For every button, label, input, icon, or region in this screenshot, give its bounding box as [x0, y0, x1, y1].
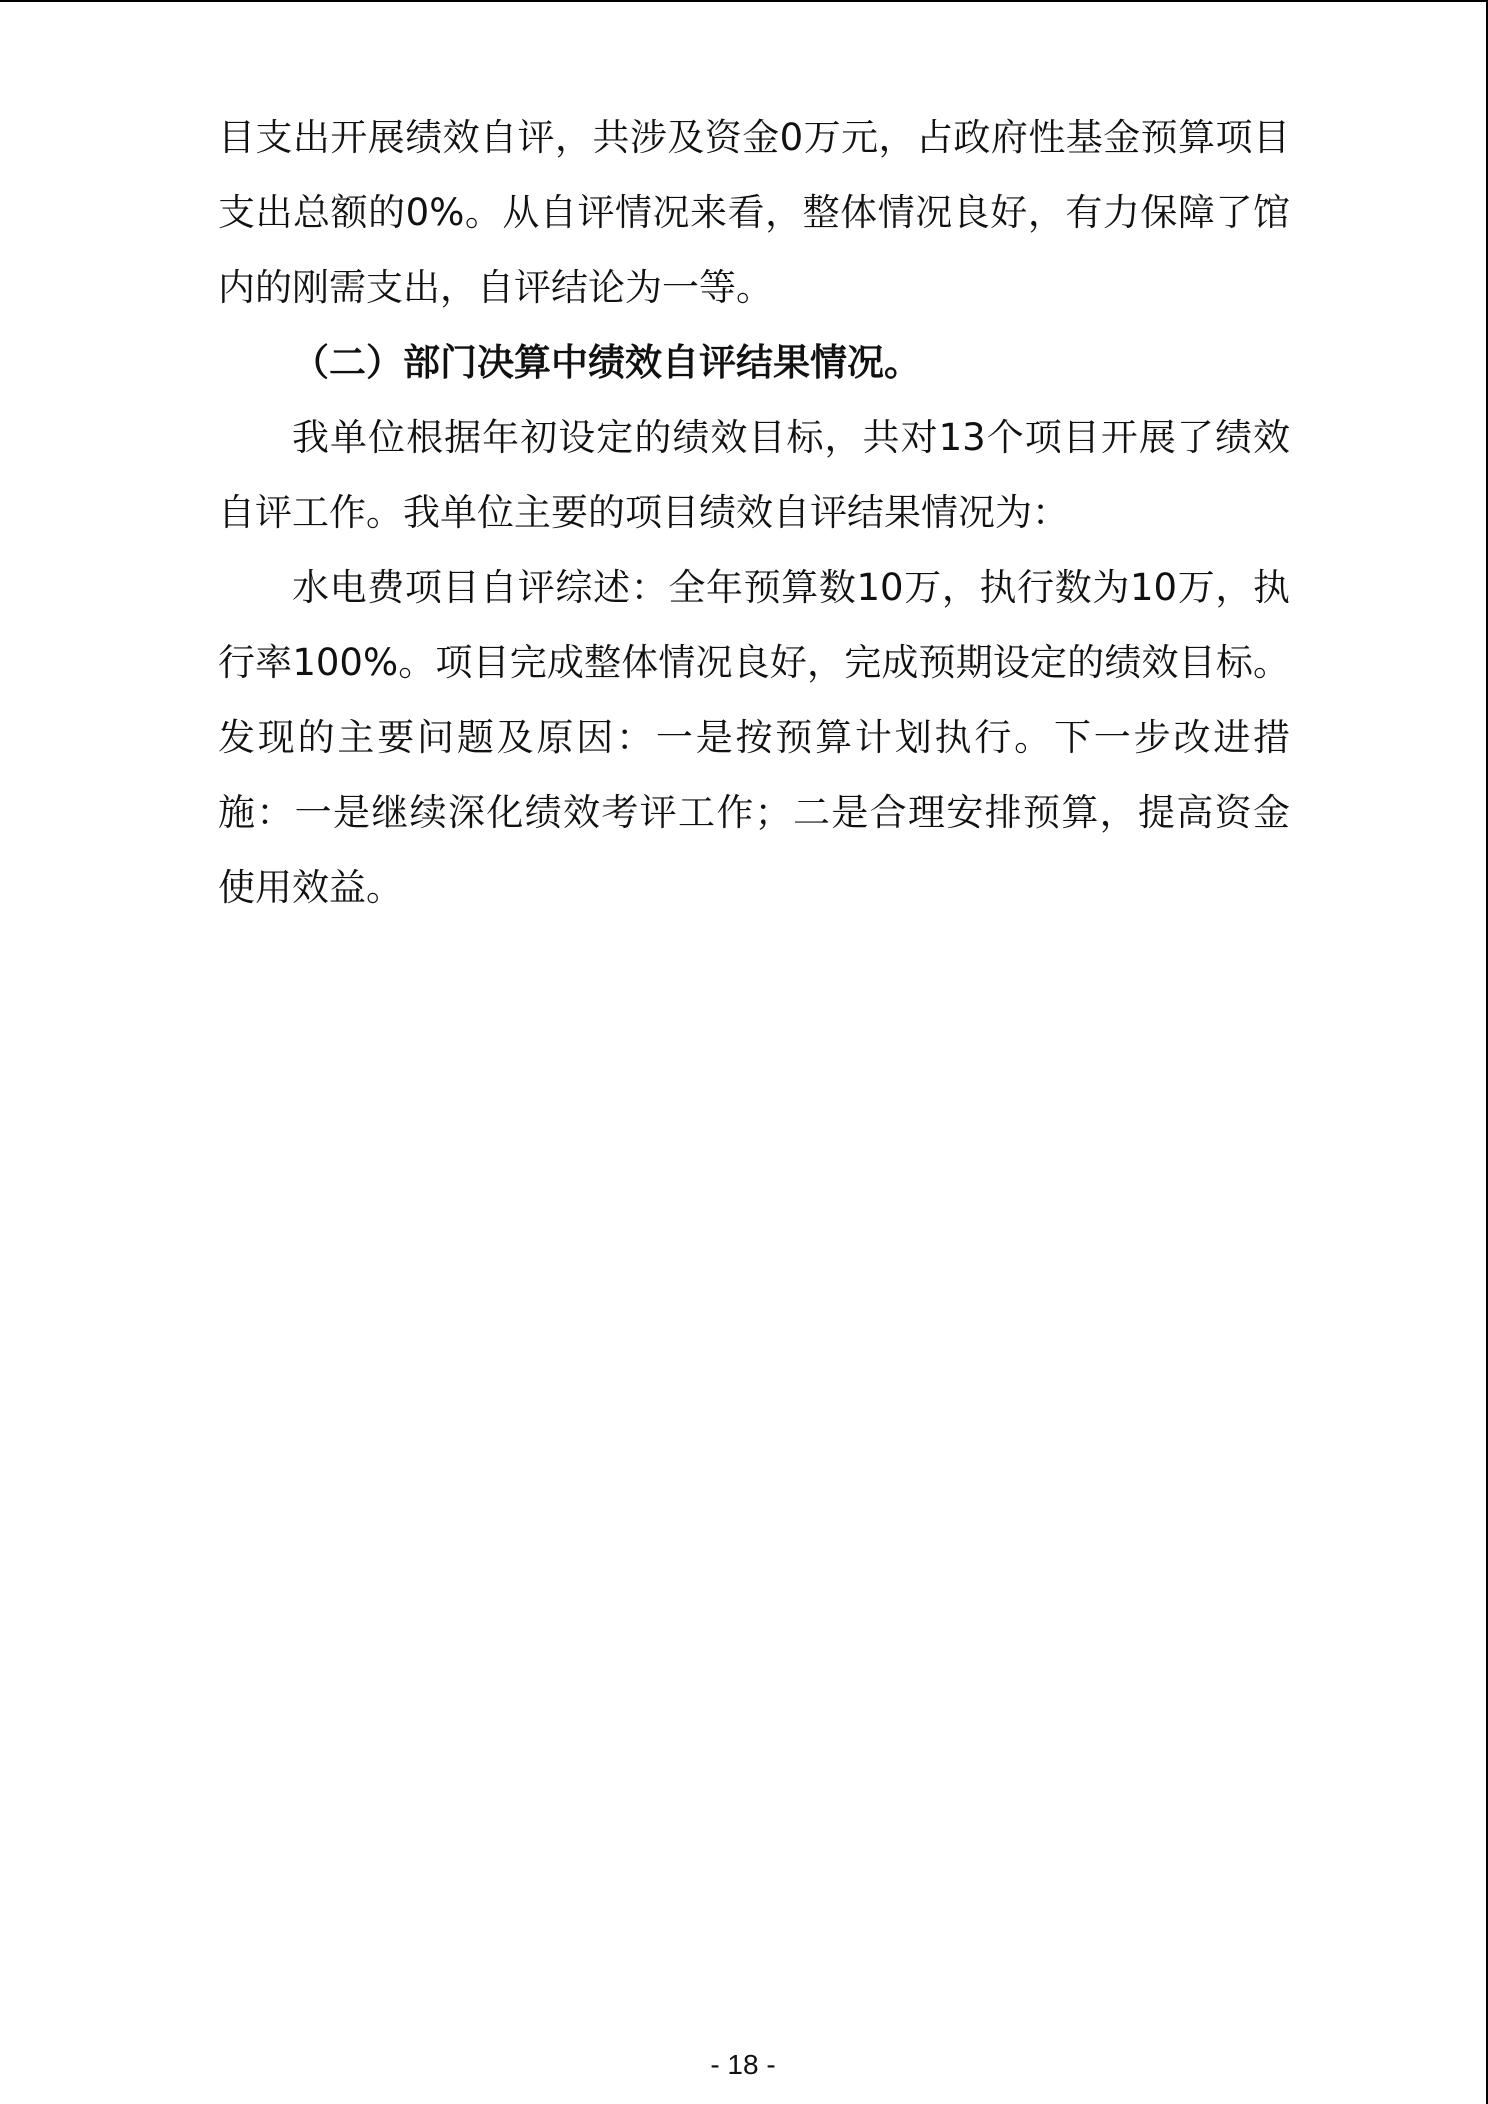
- paragraph-utilities-project: 水电费项目自评综述：全年预算数10万，执行数为10万，执行率100%。项目完成整体情况良好，完成预期设定的绩效目标。发现的主要问题及原因：一是按预算计划执行。下一步改进措施：一是继续深化绩效考评工作；二是合理安排预算，提高资金使用效益。: [218, 566, 1290, 909]
- page-number: - 18 -: [710, 2049, 776, 2080]
- document-body: [218, 100, 1290, 925]
- paragraph-fund-summary: 目支出开展绩效自评，共涉及资金0万元，占政府性基金预算项目支出总额的0%。从自评情况来看，整体情况良好，有力保障了馆内的刚需支出，自评结论为一等。: [218, 116, 1290, 309]
- paragraph-self-evaluation-intro: 我单位根据年初设定的绩效目标，共对13个项目开展了绩效自评工作。我单位主要的项目绩效自评结果情况为：: [218, 416, 1290, 534]
- section-heading-performance-results: （二）部门决算中绩效自评结果情况。: [292, 341, 921, 384]
